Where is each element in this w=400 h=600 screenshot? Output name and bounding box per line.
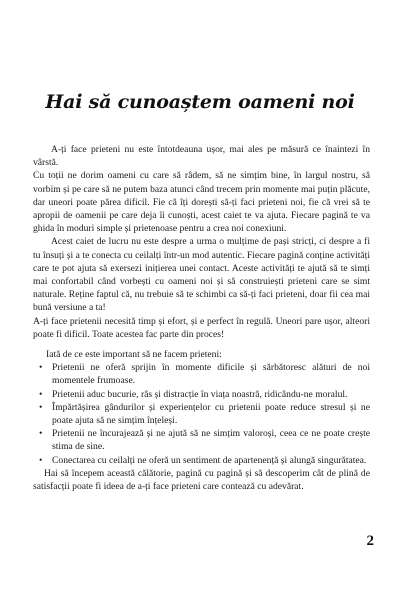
closing-paragraph: Hai să începem această călătorie, pagină cu pagină și să descoperim cât de plină de satisfacții poate fi ideea de a-ți face prieteni care contează cu adevărat. [33,467,370,493]
page-title: Hai să cunoaștem oameni noi [45,91,355,113]
bullet-icon: • [39,454,43,466]
page-number: 2 [366,533,374,549]
page-body [33,143,370,493]
bullet-icon: • [39,388,43,400]
body-paragraph: A-ți face prietenii necesită timp și efort, și e perfect în regulă. Uneori pare ușor, alteori poate fi dificil. Toate acestea fac parte din proces! [33,315,370,340]
list-item-text: Conectarea cu ceilalți ne oferă un sentiment de apartenență și alungă singurătatea. [52,454,367,466]
list-item-text: Prietenii ne oferă sprijin în momente dificile și sărbătoresc alături de noi momentele frumoase. [52,362,370,387]
list-item-text: Prietenii aduc bucurie, râs și distracție în viața noastră, ridicându-ne moralul. [52,388,348,400]
reasons-list [33,361,370,467]
list-item [33,388,370,401]
list-item [33,427,370,453]
list-item [33,361,370,387]
list-intro: Iată de ce este important să ne facem prieteni: [46,349,222,361]
intro-paragraph: A-ți face prieteni nu este întotdeauna ușor, mai ales pe măsură ce înaintezi în vârstă. [33,144,370,169]
list-item-text: Prietenii ne încurajează și ne ajută să ne simțim valoroși, ceea ce ne poate crește stima de sine. [52,428,370,453]
bullet-icon: • [39,401,43,413]
bullet-icon: • [39,428,43,440]
list-item [33,454,370,467]
list-item-text: Împărtășirea gândurilor și experiențelor cu prietenii poate reduce stresul și ne poate ajuta să ne simțim înțeleși. [52,401,370,427]
bullet-icon: • [39,362,43,374]
body-paragraph: Cu toții ne dorim oameni cu care să râdem, să ne simțim bine, în largul nostru, să vorbim și pe care să ne putem baza atunci când trecem prin momente mai puțin plăcute, dar uneori poate părea dificil. Fie că îți dorești să-ți faci prieteni noi, fie că vrei să te apropii de oamenii pe care deja îi cunoști, acest caiet te va ajuta. Fiecare pagină te va ghida în moduri simple și prietenoase pentru a crea noi conexiuni. [33,170,370,235]
body-paragraph: Acest caiet de lucru nu este despre a urma o mulțime de pași stricți, ci despre a fi tu însuți și a te conecta cu ceilalți într-un mod autentic. Fiecare pagină conține activități care te pot ajuta să exersezi inițierea unei contact. Aceste activități te ajută să te simți mai confortabil când vorbești cu oameni noi și să construiești prieteni care se simt naturale. Reține faptul că, nu trebuie să te schimbi ca să-ți faci prieteni, doar fii cea mai bună versiune a ta! [33,236,370,314]
list-item [33,401,370,427]
